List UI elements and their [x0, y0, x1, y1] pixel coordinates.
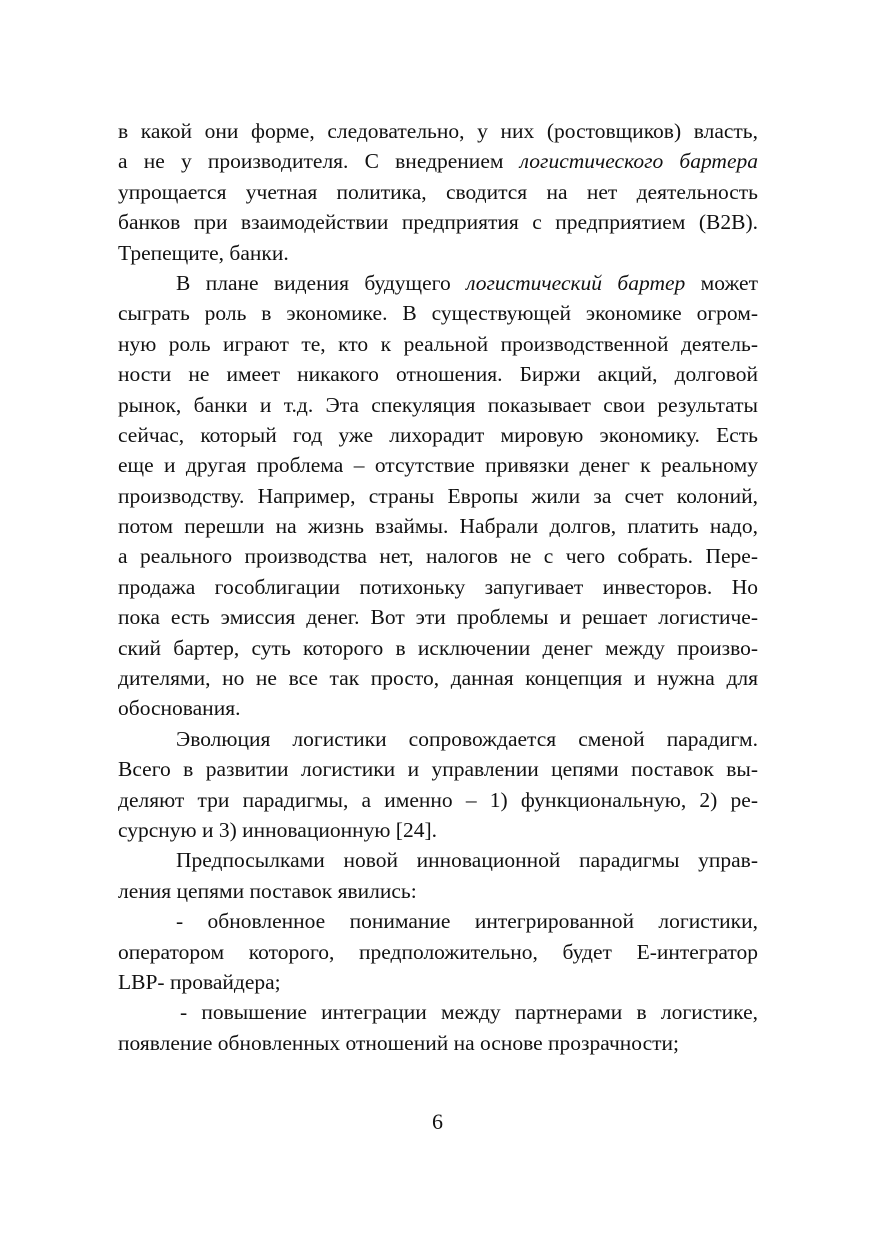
text-line: Всего в развитии логистики и управлении цепями поставок вы-: [118, 757, 758, 782]
text-line: еще и другая проблема – отсутствие привязки денег к реальному: [118, 453, 758, 478]
text-line: в какой они форме, следовательно, у них (ростовщиков) власть,: [118, 119, 758, 143]
paragraph: [118, 845, 758, 906]
text-line: оператором которого, предположительно, будет E-интегратор: [118, 939, 758, 964]
text-line: дителями, но не все так просто, данная концепция и нужна для: [118, 666, 758, 691]
text-line: упрощается учетная политика, сводится на нет деятельность: [118, 179, 758, 204]
text-line: ления цепями поставок явились:: [118, 878, 417, 903]
text-line: а реального производства нет, налогов не с чего собрать. Пере-: [118, 544, 758, 569]
text-line: а не у производителя. С внедрением логистического бартера: [118, 149, 758, 174]
text-line: сыграть роль в экономике. В существующей экономике огром-: [118, 301, 758, 326]
italic-term: логистический бартер: [466, 270, 686, 295]
text-line: потом перешли на жизнь взаймы. Набрали долгов, платить надо,: [118, 514, 758, 539]
text-line: сейчас, который год уже лихорадит мировую экономику. Есть: [118, 422, 758, 447]
text-line: ности не имеет никакого отношения. Биржи акций, долговой: [118, 362, 758, 387]
text-line: пока есть эмиссия денег. Вот эти проблемы и решает логистиче-: [118, 605, 758, 630]
list-item: [118, 997, 758, 1058]
paragraph: [118, 116, 758, 268]
text-line: - повышение интеграции между партнерами в логистике,: [180, 1000, 758, 1025]
text-line: производству. Например, страны Европы жили за счет колоний,: [118, 483, 758, 508]
text-line: сурсную и 3) инновационную [24].: [118, 817, 437, 842]
text-line: продажа гособлигации потихоньку запугивает инвесторов. Но: [118, 574, 758, 599]
text-line: Эволюция логистики сопровождается сменой парадигм.: [176, 726, 758, 751]
paragraph: [118, 724, 758, 846]
text-line: - обновленное понимание интегрированной логистики,: [176, 909, 758, 934]
text-line: ную роль играют те, кто к реальной производственной деятель-: [118, 331, 758, 356]
list-item: [118, 906, 758, 997]
text-line: Предпосылками новой инновационной парадигмы управ-: [176, 848, 758, 873]
text-line: рынок, банки и т.д. Эта спекуляция показывает свои результаты: [118, 392, 758, 417]
text-line: LBP- провайдера;: [118, 969, 281, 994]
text-line: появление обновленных отношений на основе прозрачности;: [118, 1030, 679, 1055]
text-line: ский бартер, суть которого в исключении денег между произво-: [118, 635, 758, 660]
page-number: 6: [432, 1109, 443, 1134]
text-line: деляют три парадигмы, а именно – 1) функциональную, 2) ре-: [118, 787, 758, 812]
text-line: обоснования.: [118, 696, 241, 721]
text-line: банков при взаимодействии предприятия с предприятием (B2B).: [118, 210, 758, 235]
paragraph: [118, 268, 758, 724]
page-body: [118, 116, 758, 1058]
text-line: Трепещите, банки.: [118, 240, 289, 265]
italic-term: логистического бартера: [519, 149, 758, 174]
text-line: В плане видения будущего логистический бартер может: [176, 270, 758, 295]
